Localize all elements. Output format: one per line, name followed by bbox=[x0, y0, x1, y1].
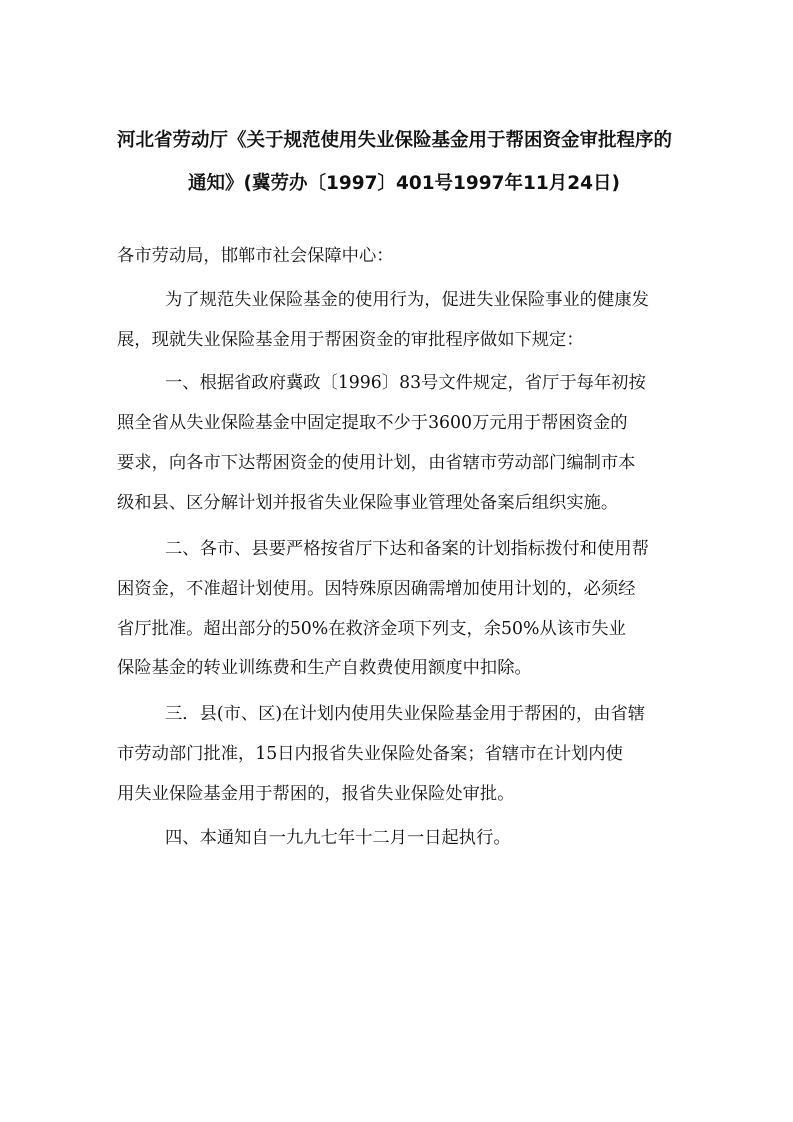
item3-line-3: 用失业保险基金用于帮困的，报省失业保险处审批。 bbox=[117, 784, 515, 804]
item1-line-2: 照全省从失业保险基金中固定提取不少于3600万元用于帮困资金的 bbox=[117, 413, 628, 433]
document-title-line-1: 河北省劳动厅《关于规范使用失业保险基金用于帮困资金审批程序的 bbox=[117, 130, 673, 151]
intro-line-2: 展，现就失业保险基金用于帮困资金的审批程序做如下规定： bbox=[117, 330, 584, 350]
item2-line-4: 保险基金的转业训练费和生产自救费使用额度中扣除。 bbox=[117, 658, 532, 678]
item2-line-2: 困资金，不准超计划使用。因特殊原因确需增加使用计划的，必须经 bbox=[117, 579, 636, 599]
item1-line-1: 一、根据省政府冀政〔1996〕83号文件规定，省厅于每年初按 bbox=[165, 373, 646, 393]
item1-line-3: 要求，向各市下达帮困资金的使用计划，由省辖市劳动部门编制市本 bbox=[117, 453, 636, 473]
item2-line-1: 二、各市、县要严格按省厅下达和备案的计划指标拨付和使用帮 bbox=[165, 539, 649, 559]
salutation: 各市劳动局，邯郸市社会保障中心： bbox=[117, 246, 394, 266]
item2-line-3: 省厅批准。超出部分的50%在救济金项下列支，余50%从该市失业 bbox=[117, 619, 626, 639]
intro-line-1: 为了规范失业保险基金的使用行为，促进失业保险事业的健康发 bbox=[165, 290, 649, 310]
item4-line-1: 四、本通知自一九九七年十二月一日起执行。 bbox=[165, 828, 511, 848]
item3-line-2: 市劳动部门批准，15日内报省失业保险处备案；省辖市在计划内使 bbox=[117, 744, 623, 764]
item3-line-1: 三．县(市、区)在计划内使用失业保险基金用于帮困的，由省辖 bbox=[165, 704, 646, 724]
document-title-line-2: 通知》(冀劳办〔1997〕401号1997年11月24日) bbox=[188, 173, 620, 194]
item1-line-4: 级和县、区分解计划并报省失业保险事业管理处备案后组织实施。 bbox=[117, 493, 619, 513]
